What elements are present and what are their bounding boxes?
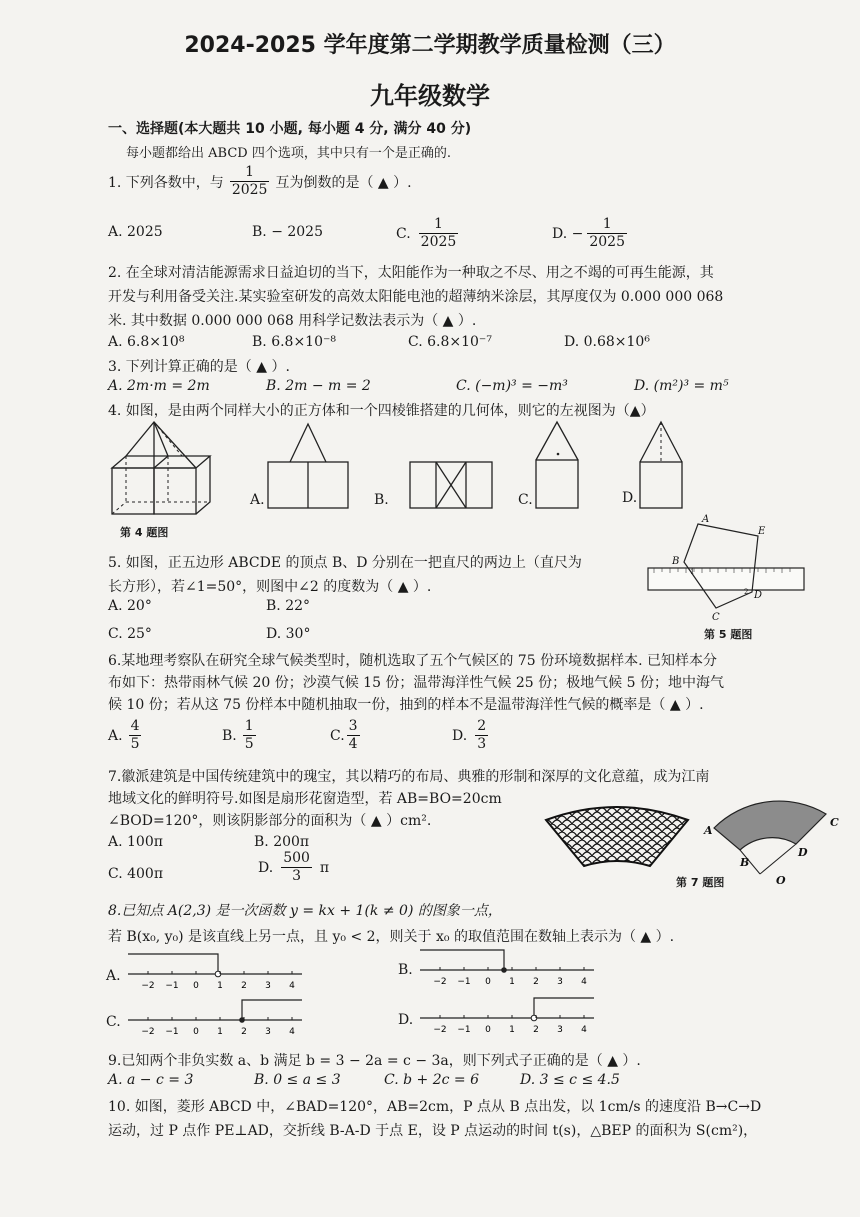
q6-option-c[interactable]: C. $\frac{3}{4}$ bbox=[330, 718, 358, 752]
number-line-tick-label: 3 bbox=[265, 1027, 271, 1037]
q7-label-d: D bbox=[798, 846, 808, 859]
q4-solid-figure bbox=[108, 418, 228, 522]
q1-option-c[interactable]: C. $\frac{1}{2025}$ bbox=[396, 216, 457, 250]
q4-option-a-label[interactable]: A. bbox=[250, 492, 265, 508]
q4-stem: 4. 如图，是由两个同样大小的正方体和一个四棱锥搭建的几何体，则它的左视图为（▲） bbox=[108, 403, 655, 419]
q5-option-c[interactable]: C. 25° bbox=[108, 626, 152, 642]
number-line-tick-label: 1 bbox=[509, 977, 515, 987]
exam-subtitle: 九年级数学 bbox=[370, 82, 490, 110]
number-line-tick-label: 0 bbox=[193, 981, 199, 991]
q2-option-d[interactable]: D. 0.68×10⁶ bbox=[564, 334, 650, 350]
q5-label-a: A bbox=[702, 514, 710, 525]
section-intro: 每小题都给出 ABCD 四个选项，其中只有一个是正确的. bbox=[126, 146, 451, 161]
q1-stem-a: 1. 下列各数中，与 bbox=[108, 174, 224, 191]
number-line-tick-label: −1 bbox=[457, 977, 471, 987]
number-line-tick-label: 0 bbox=[485, 977, 491, 987]
q5-angle-1: 1 bbox=[690, 568, 695, 576]
number-line-tick-label: −1 bbox=[165, 981, 179, 991]
q7-line-1: 7.徽派建筑是中国传统建筑中的瑰宝，其以精巧的布局、典雅的形制和深厚的文化意蕴，成为江南 bbox=[108, 769, 710, 785]
number-line-tick-label: 4 bbox=[581, 977, 587, 987]
q7-option-d[interactable]: D. $\frac{500}{3}$ π bbox=[258, 850, 330, 884]
q7-label-c: C bbox=[830, 816, 839, 829]
q9-option-b[interactable]: B. 0 ≤ a ≤ 3 bbox=[254, 1072, 341, 1088]
number-line-tick-label: 1 bbox=[509, 1025, 515, 1035]
q2-option-b[interactable]: B. 6.8×10⁻⁸ bbox=[252, 334, 336, 350]
q1-option-b[interactable]: B. − 2025 bbox=[252, 224, 323, 240]
q4-caption: 第 4 题图 bbox=[120, 526, 169, 539]
q7-label-a: A bbox=[704, 824, 713, 837]
q8-option-a-label[interactable]: A. bbox=[106, 968, 121, 984]
q8-line-2: 若 B(x₀, y₀) 是该直线上另一点，且 y₀ < 2，则关于 x₀ 的取值范围在数轴上表示为（ ▲ ）. bbox=[108, 929, 675, 945]
q8-option-b-number-line bbox=[418, 946, 598, 990]
question-1-stem bbox=[108, 164, 412, 199]
q4-option-c-figure bbox=[534, 418, 580, 510]
q7-label-o: O bbox=[776, 874, 786, 887]
q4-option-b-figure bbox=[408, 460, 494, 510]
q4-option-b-label[interactable]: B. bbox=[374, 492, 389, 508]
number-line-tick-label: 2 bbox=[533, 1025, 539, 1035]
q2-line-2: 开发与利用备受关注.某实验室研发的高效太阳能电池的超薄纳米涂层，其厚度仅为 0.000 000 068 bbox=[108, 289, 724, 305]
number-line-tick-label: −2 bbox=[433, 1025, 447, 1035]
q2-line-3: 米. 其中数据 0.000 000 068 用科学记数法表示为（ ▲ ）. bbox=[108, 313, 477, 329]
q3-option-c[interactable]: C. (−m)³ = −m³ bbox=[456, 378, 568, 394]
q7-option-b[interactable]: B. 200π bbox=[254, 834, 310, 850]
number-line-tick-label: 3 bbox=[265, 981, 271, 991]
q8-option-b-label[interactable]: B. bbox=[398, 962, 413, 978]
number-line-tick-label: 4 bbox=[289, 981, 295, 991]
q9-option-c[interactable]: C. b + 2c = 6 bbox=[384, 1072, 479, 1088]
number-line-tick-label: 0 bbox=[193, 1027, 199, 1037]
q7-lattice-fan-figure bbox=[542, 800, 692, 876]
number-line-tick-label: 2 bbox=[533, 977, 539, 987]
q7-line-2: 地域文化的鲜明符号.如图是扇形花窗造型，若 AB=BO=20cm bbox=[108, 791, 502, 807]
q5-caption: 第 5 题图 bbox=[704, 628, 753, 641]
exam-title: 2024-2025 学年度第二学期教学质量检测（三） bbox=[184, 33, 676, 58]
q8-option-c-label[interactable]: C. bbox=[106, 1014, 121, 1030]
q8-option-d-number-line bbox=[418, 994, 598, 1038]
number-line-tick-label: −2 bbox=[141, 1027, 155, 1037]
q6-option-a[interactable]: A. $\frac{4}{5}$ bbox=[108, 718, 140, 752]
q7-label-b: B bbox=[740, 856, 750, 869]
q5-pentagon-ruler-figure bbox=[640, 512, 812, 628]
q4-option-d-figure bbox=[638, 418, 684, 510]
q6-option-b[interactable]: B. $\frac{1}{5}$ bbox=[222, 718, 254, 752]
q5-label-e: E bbox=[758, 526, 766, 537]
number-line-tick-label: −2 bbox=[433, 977, 447, 987]
q5-option-a[interactable]: A. 20° bbox=[108, 598, 152, 614]
q6-line-2: 布如下：热带雨林气候 20 份；沙漠气候 15 份；温带海洋性气候 25 份；极地气候 5 份；地中海气 bbox=[108, 675, 724, 691]
q8-option-c-number-line bbox=[126, 996, 306, 1040]
number-line-tick-label: −1 bbox=[165, 1027, 179, 1037]
q6-line-3: 候 10 份；若从这 75 份样本中随机抽取一份，抽到的样本不是温带海洋性气候的概率是（ ▲ ）. bbox=[108, 697, 704, 713]
q8-option-d-label[interactable]: D. bbox=[398, 1012, 414, 1028]
number-line-tick-label: 2 bbox=[241, 981, 247, 991]
q9-option-a[interactable]: A. a − c = 3 bbox=[108, 1072, 194, 1088]
q5-option-d[interactable]: D. 30° bbox=[266, 626, 311, 642]
number-line-tick-label: 2 bbox=[241, 1027, 247, 1037]
q5-line-1: 5. 如图，正五边形 ABCDE 的顶点 B、D 分别在一把直尺的两边上（直尺为 bbox=[108, 555, 582, 571]
q5-line-2: 长方形），若∠1=50°，则图中∠2 的度数为（ ▲ ）. bbox=[108, 579, 432, 595]
q3-option-b[interactable]: B. 2m − m = 2 bbox=[266, 378, 371, 394]
q2-line-1: 2. 在全球对清洁能源需求日益迫切的当下，太阳能作为一种取之不尽、用之不竭的可再生能源，其 bbox=[108, 265, 714, 281]
q7-option-c[interactable]: C. 400π bbox=[108, 866, 164, 882]
q6-line-1: 6.某地理考察队在研究全球气候类型时，随机选取了五个气候区的 75 份环境数据样本. 已知样本分 bbox=[108, 653, 717, 669]
q1-option-a[interactable]: A. 2025 bbox=[108, 224, 163, 240]
q1-fraction: $\frac{1}{2025}$ bbox=[231, 164, 268, 198]
q5-label-b: B bbox=[672, 556, 680, 567]
q9-option-d[interactable]: D. 3 ≤ c ≤ 4.5 bbox=[520, 1072, 620, 1088]
section-heading: 一、选择题(本大题共 10 小题, 每小题 4 分, 满分 40 分) bbox=[108, 121, 472, 137]
q3-stem: 3. 下列计算正确的是（ ▲ ）. bbox=[108, 359, 290, 375]
q5-angle-2: 2 bbox=[744, 588, 749, 596]
q5-option-b[interactable]: B. 22° bbox=[266, 598, 311, 614]
q1-stem-b: 互为倒数的是（ ▲ ）. bbox=[275, 174, 412, 191]
number-line-tick-label: 4 bbox=[289, 1027, 295, 1037]
q10-line-1: 10. 如图，菱形 ABCD 中，∠BAD=120°，AB=2cm，P 点从 B 点出发，以 1cm/s 的速度沿 B→C→D bbox=[108, 1099, 762, 1115]
q9-stem: 9.已知两个非负实数 a、b 满足 b = 3 − 2a = c − 3a，则下列式子正确的是（ ▲ ）. bbox=[108, 1053, 641, 1069]
number-line-tick-label: 1 bbox=[217, 981, 223, 991]
q8-line-1: 8.已知点 A(2,3) 是一次函数 y = kx + 1(k ≠ 0) 的图象一点， bbox=[108, 903, 502, 919]
number-line-tick-label: −1 bbox=[457, 1025, 471, 1035]
q3-option-d[interactable]: D. (m²)³ = m⁵ bbox=[634, 378, 729, 394]
q7-option-a[interactable]: A. 100π bbox=[108, 834, 163, 850]
q7-line-3: ∠BOD=120°，则该阴影部分的面积为（ ▲ ）cm². bbox=[108, 813, 432, 829]
q5-label-c: C bbox=[712, 612, 720, 623]
number-line-tick-label: 4 bbox=[581, 1025, 587, 1035]
q3-option-a[interactable]: A. 2m·m = 2m bbox=[108, 378, 210, 394]
q7-caption: 第 7 题图 bbox=[676, 876, 725, 889]
number-line-tick-label: 3 bbox=[557, 977, 563, 987]
q6-option-d[interactable]: D. $\frac{2}{3}$ bbox=[452, 718, 487, 752]
q4-option-c-label[interactable]: C. bbox=[518, 492, 533, 508]
q2-option-c[interactable]: C. 6.8×10⁻⁷ bbox=[408, 334, 492, 350]
q1-option-d[interactable]: D. − $\frac{1}{2025}$ bbox=[552, 216, 625, 250]
q4-option-d-label[interactable]: D. bbox=[622, 490, 638, 506]
q4-option-a-figure bbox=[266, 420, 350, 510]
number-line-tick-label: 0 bbox=[485, 1025, 491, 1035]
q10-line-2: 运动，过 P 点作 PE⊥AD，交折线 B-A-D 于点 E，设 P 点运动的时间 t(s)，△BEP 的面积为 S(cm²)， bbox=[108, 1123, 758, 1139]
q8-option-a-number-line bbox=[126, 950, 306, 994]
q2-option-a[interactable]: A. 6.8×10⁸ bbox=[108, 334, 185, 350]
number-line-tick-label: 1 bbox=[217, 1027, 223, 1037]
q5-label-d: D bbox=[754, 590, 763, 601]
number-line-tick-label: −2 bbox=[141, 981, 155, 991]
q7-sector-figure bbox=[700, 784, 844, 888]
number-line-tick-label: 3 bbox=[557, 1025, 563, 1035]
